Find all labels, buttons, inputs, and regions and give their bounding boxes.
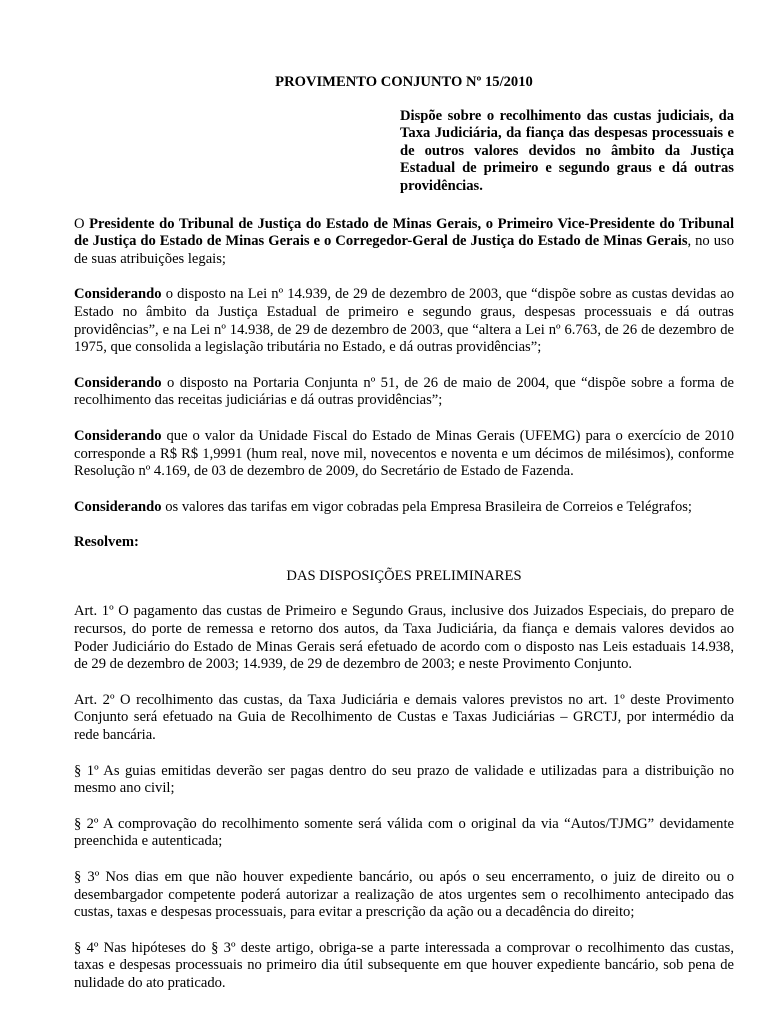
- paragraph-3: § 3º Nos dias em que não houver expediente bancário, ou após o seu encerramento, o juiz de direito ou o desembargador competente poderá autorizar a realização de atos urgentes sem o recolhimento antecipado das custas, taxas e despesas processuais, para evitar a prescrição da ação ou a decadência do direito;: [74, 869, 734, 921]
- considerando-text: o disposto na Portaria Conjunta nº 51, de 26 de maio de 2004, que “dispõe sobre a forma de recolhimento das receitas judiciárias e dá outras providências”;: [74, 374, 734, 409]
- document-ementa: Dispõe sobre o recolhimento das custas judiciais, da Taxa Judiciária, da fiança das despesas processuais e de outros valores devidos no âmbito da Justiça Estadual de primeiro e segundo graus e dá outras providências.: [400, 107, 734, 194]
- paragraph-4: § 4º Nas hipóteses do § 3º deste artigo, obriga-se a parte interessada a comprovar o recolhimento das custas, taxas e despesas processuais no primeiro dia útil subsequente em que houver expediente bancário, sob pena de nulidade do ato praticado.: [74, 939, 734, 991]
- preamble-lead: O: [74, 215, 90, 232]
- considerando-paragraph-4: [74, 499, 734, 517]
- resolvem-heading: Resolvem:: [74, 534, 139, 551]
- considerando-paragraph-3: [74, 428, 734, 481]
- considerando-text: que o valor da Unidade Fiscal do Estado de Minas Gerais (UFEMG) para o exercício de 2010 corresponde a R$ R$ 1,9991 (hum real, nove mil, novecentos e noventa e um décimos de milésimos), conforme Resolução nº 4.169, de 03 de dezembro de 2009, do Secretário de Estado de Fazenda.: [74, 427, 734, 480]
- preamble-authorities: Presidente do Tribunal de Justiça do Estado de Minas Gerais, o Primeiro Vice-Presidente do Tribunal de Justiça do Estado de Minas Gerais e o Corregedor-Geral de Justiça do Estado de Minas Gerais: [74, 215, 734, 250]
- preamble-paragraph: [74, 216, 734, 269]
- article-2: Art. 2º O recolhimento das custas, da Taxa Judiciária e demais valores previstos no art. 1º deste Provimento Conjunto será efetuado na Guia de Recolhimento de Custas e Taxas Judiciárias – GRCTJ, por intermédio da rede bancária.: [74, 691, 734, 744]
- considerando-keyword: Considerando: [74, 374, 162, 391]
- section-heading: DAS DISPOSIÇÕES PRELIMINARES: [286, 567, 522, 584]
- paragraph-1: § 1º As guias emitidas deverão ser pagas dentro do seu prazo de validade e utilizadas para a distribuição no mesmo ano civil;: [74, 762, 734, 797]
- considerando-text: os valores das tarifas em vigor cobradas pela Empresa Brasileira de Correios e Telégrafos;: [161, 498, 692, 515]
- article-1: Art. 1º O pagamento das custas de Primeiro e Segundo Graus, inclusive dos Juizados Especiais, do preparo de recursos, do porte de remessa e retorno dos autos, da Taxa Judiciária, da fiança e demais valores devidos ao Poder Judiciário do Estado de Minas Gerais será efetuado de acordo com o disposto nas Leis estaduais 14.938, de 29 de dezembro de 2003; 14.939, de 29 de dezembro de 2003; e neste Provimento Conjunto.: [74, 603, 734, 673]
- considerando-keyword: Considerando: [74, 427, 162, 444]
- considerando-keyword: Considerando: [74, 286, 162, 303]
- document-title: PROVIMENTO CONJUNTO Nº 15/2010: [275, 74, 533, 90]
- paragraph-2: § 2º A comprovação do recolhimento somente será válida com o original da via “Autos/TJMG” devidamente preenchida e autenticada;: [74, 815, 734, 850]
- preamble-rest: , no uso de suas atribuições legais;: [74, 233, 734, 267]
- considerando-keyword: Considerando: [74, 498, 162, 515]
- considerando-text: o disposto na Lei nº 14.939, de 29 de dezembro de 2003, que “dispõe sobre as custas devidas ao Estado no âmbito da Justiça Estadual de primeiro e segundo graus, despesas processuais e dá outras providências”, e na Lei nº 14.938, de 29 de dezembro de 2003, que “altera a Lei nº 6.763, de 26 de dezembro de 1975, que consolida a legislação tributária no Estado, e dá outras providências”;: [74, 286, 734, 356]
- considerando-paragraph-2: [74, 375, 734, 410]
- considerando-paragraph-1: [74, 286, 734, 356]
